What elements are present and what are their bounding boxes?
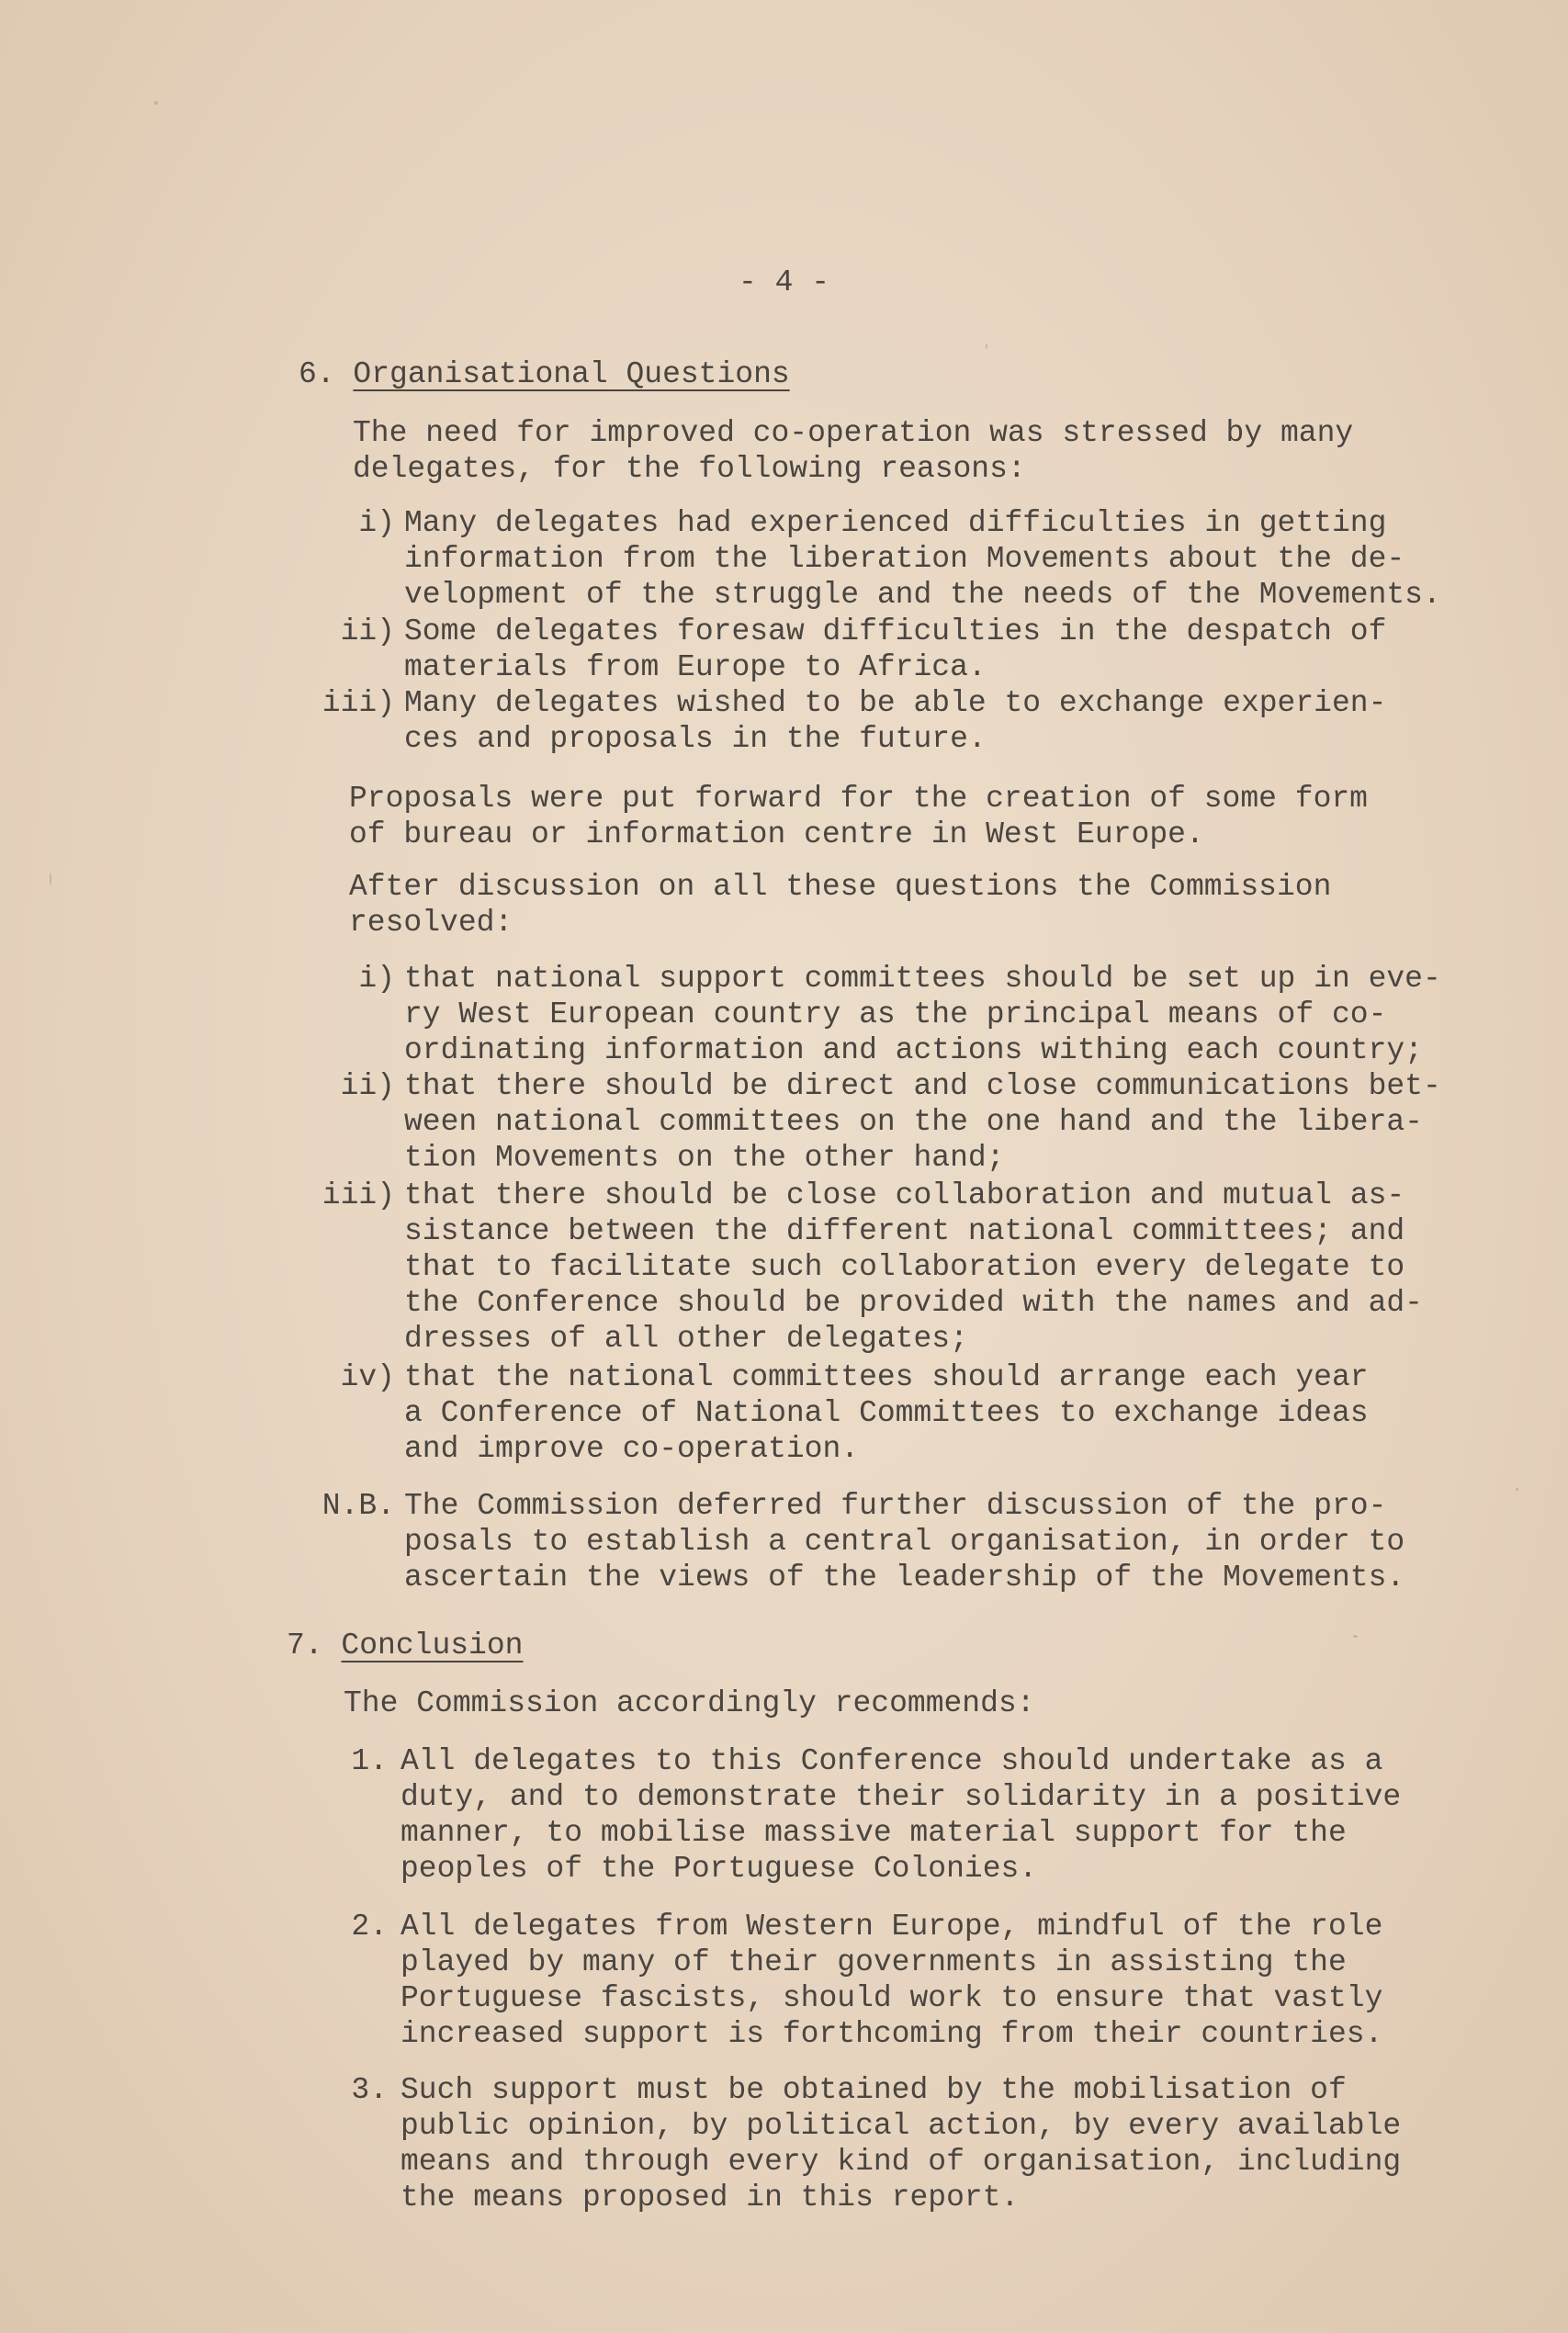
paper-speck	[986, 344, 987, 349]
text-line: The Commission deferred further discussion of the pro-	[404, 1489, 1387, 1523]
paper-speck	[1516, 1488, 1518, 1491]
list-marker: i)	[358, 962, 395, 996]
text-line: the Conference should be provided with the names and ad-	[404, 1286, 1423, 1320]
list-marker: iv)	[340, 1360, 395, 1394]
text-line: that national support committees should be set up in eve-	[404, 962, 1441, 996]
text-line: velopment of the struggle and the needs of the Movements.	[404, 578, 1441, 612]
text-line: public opinion, by political action, by every available	[400, 2109, 1402, 2143]
list-marker: 3.	[351, 2073, 388, 2107]
paper-speck	[50, 873, 51, 885]
text-line: tion Movements on the other hand;	[404, 1141, 1005, 1175]
text-line: played by many of their governments in assisting the	[400, 1945, 1347, 1979]
section-6-heading	[299, 356, 790, 392]
text-line: ascertain the views of the leadership of the Movements.	[404, 1561, 1405, 1595]
text-line: that there should be direct and close communications bet-	[404, 1069, 1441, 1103]
nb-marker: N.B.	[321, 1489, 395, 1523]
text-line: that the national committees should arrange each year	[404, 1360, 1369, 1394]
text-line: and improve co-operation.	[404, 1432, 860, 1466]
text-line: resolved:	[349, 906, 513, 940]
text-line: increased support is forthcoming from their countries.	[400, 2017, 1383, 2051]
text-line: materials from Europe to Africa.	[404, 650, 987, 684]
discussion-paragraph	[349, 869, 1331, 941]
text-line: ces and proposals in the future.	[404, 722, 987, 756]
text-line: dresses of all other delegates;	[404, 1322, 968, 1356]
resolution-item	[321, 1178, 1423, 1357]
list-marker: 1.	[351, 1744, 388, 1778]
text-line: a Conference of National Committees to exchange ideas	[404, 1396, 1369, 1430]
text-line: delegates, for the following reasons:	[353, 452, 1026, 486]
section-7-heading	[287, 1628, 523, 1663]
text-line: posals to establish a central organisation, in order to	[404, 1525, 1405, 1559]
text-line: Such support must be obtained by the mobilisation of	[400, 2073, 1347, 2107]
text-line: After discussion on all these questions the Commission	[349, 870, 1332, 904]
text-line: sistance between the different national committees; and	[404, 1214, 1405, 1248]
paper-speck	[154, 101, 158, 105]
reason-item	[321, 685, 1387, 757]
resolution-item	[358, 961, 1441, 1068]
text-line: that there should be close collaboration and mutual as-	[404, 1178, 1405, 1212]
text-line: peoples of the Portuguese Colonies.	[400, 1852, 1038, 1886]
list-marker: ii)	[340, 614, 395, 648]
section-6-title: Organisational Questions	[353, 357, 790, 391]
text-line: All delegates to this Conference should undertake as a	[400, 1744, 1383, 1778]
resolution-item	[340, 1359, 1369, 1467]
text-line: Many delegates wished to be able to exchange experien-	[404, 686, 1387, 720]
recommendation-item	[351, 1743, 1402, 1887]
text-line: ry West European country as the principal means of co-	[404, 997, 1387, 1031]
list-marker: i)	[358, 506, 395, 540]
text-line: the means proposed in this report.	[400, 2181, 1020, 2215]
section-7-title: Conclusion	[341, 1629, 524, 1662]
text-line: that to facilitate such collaboration every delegate to	[404, 1250, 1405, 1284]
text-line: manner, to mobilise massive material support for the	[400, 1816, 1347, 1850]
list-marker: ii)	[340, 1069, 395, 1103]
nb-note	[321, 1488, 1405, 1595]
section-7-number: 7.	[287, 1629, 323, 1662]
resolution-item	[340, 1068, 1441, 1176]
list-marker: iii)	[321, 1178, 395, 1212]
reason-item	[340, 614, 1387, 685]
text-line: The need for improved co-operation was stressed by many	[353, 416, 1354, 450]
section-6-number: 6.	[299, 357, 335, 391]
text-line: Some delegates foresaw difficulties in the despatch of	[404, 614, 1387, 648]
text-line: ordinating information and actions withing each country;	[404, 1033, 1423, 1067]
text-line: ween national committees on the one hand and the libera-	[404, 1105, 1423, 1139]
recommendation-item	[351, 2072, 1402, 2215]
text-line: means and through every kind of organisation, including	[400, 2145, 1402, 2179]
list-marker: 2.	[351, 1910, 388, 1944]
text-line: duty, and to demonstrate their solidarity in a positive	[400, 1780, 1402, 1814]
text-line: Proposals were put forward for the creation of some form	[349, 782, 1368, 816]
proposals-paragraph	[349, 781, 1368, 852]
text-line: information from the liberation Movements about the de-	[404, 542, 1405, 576]
text-line: of bureau or information centre in West Europe.	[349, 817, 1204, 851]
reason-item	[358, 505, 1441, 613]
section-7-intro: The Commission accordingly recommends:	[344, 1686, 1035, 1720]
text-line: Portuguese fascists, should work to ensure that vastly	[400, 1981, 1383, 2015]
paper-speck	[1353, 1635, 1358, 1638]
text-line: Many delegates had experienced difficulties in getting	[404, 506, 1387, 540]
list-marker: iii)	[321, 686, 395, 720]
text-line: All delegates from Western Europe, mindful of the role	[400, 1910, 1383, 1944]
page-number: - 4 -	[738, 265, 830, 299]
recommendation-item	[351, 1909, 1383, 2052]
section-6-intro	[353, 415, 1353, 487]
